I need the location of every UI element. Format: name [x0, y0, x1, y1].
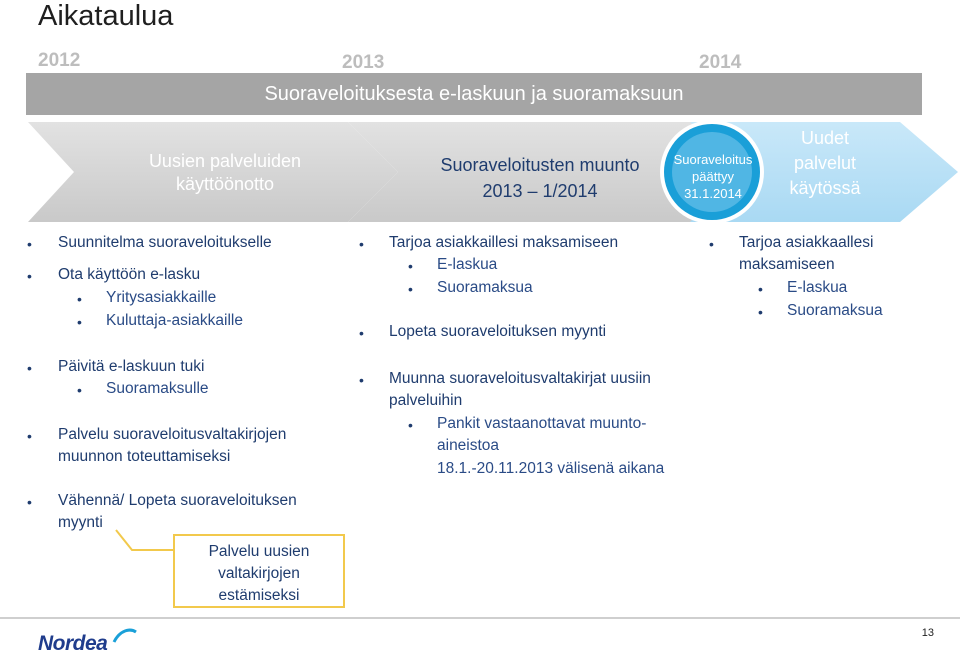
- col1-sub-1: Yritysasiakkaille: [106, 289, 217, 306]
- bullet-dot: •: [408, 281, 413, 297]
- page-title: Aikataulua: [38, 0, 174, 32]
- col1-sub-2: Kuluttaja-asiakkaille: [106, 312, 243, 329]
- col1-bullet-1: Suunnitelma suoraveloitukselle: [58, 234, 272, 251]
- phase-2-label: Suoraveloitusten muunto 2013 – 1/2014: [440, 155, 640, 201]
- bullet-dot: •: [359, 325, 364, 341]
- col1-bullet-5a: Vähennä/ Lopeta suoraveloituksen: [58, 492, 297, 509]
- bullet-dot: •: [77, 291, 82, 307]
- bullet-dot: •: [758, 304, 763, 320]
- col1-bullet-3: Päivitä e-laskuun tuki: [58, 358, 205, 375]
- col1-bullet-4b: muunnon toteuttamiseksi: [58, 448, 231, 465]
- bullet-dot: •: [77, 382, 82, 398]
- col3-bullet-1a: Tarjoa asiakkaallesi: [739, 234, 874, 251]
- col1-bullet-5b: myynti: [58, 514, 103, 531]
- callout-box: Palvelu uusien valtakirjojen estämiseksi: [173, 534, 345, 608]
- bullet-dot: •: [27, 428, 32, 444]
- bullet-dot: •: [77, 314, 82, 330]
- col1-bullet-2: Ota käyttöön e-lasku: [58, 266, 201, 283]
- page-number: 13: [921, 627, 934, 639]
- timeline-banner: Suoraveloituksesta e-laskuun ja suoramaksuun: [26, 73, 922, 115]
- phase-4-label: Uudet palvelut käytössä: [789, 128, 861, 198]
- col2-sub-1: E-laskua: [437, 256, 498, 273]
- bullet-dot: •: [359, 372, 364, 388]
- bullet-dot: •: [408, 417, 413, 433]
- logo-swoosh-icon: [112, 628, 138, 646]
- col3-sub-2: Suoramaksua: [787, 302, 883, 319]
- col3-bullet-1b: maksamiseen: [739, 256, 835, 273]
- bullet-dot: •: [27, 236, 32, 252]
- col1-sub-3: Suoramaksulle: [106, 380, 209, 397]
- phase-3-label: Suoraveloitus päättyy 31.1.2014: [673, 152, 753, 201]
- col1-bullet-4a: Palvelu suoraveloitusvaltakirjojen: [58, 426, 287, 443]
- logo-wordmark: Nordea: [38, 632, 108, 655]
- phase-1-label: Uusien palveluiden käyttöönotto: [148, 151, 302, 194]
- col2-sub-2: Suoramaksua: [437, 279, 533, 296]
- bullet-dot: •: [27, 360, 32, 376]
- bullet-dot: •: [27, 494, 32, 510]
- bullet-dot: •: [408, 258, 413, 274]
- year-2012: 2012: [38, 50, 81, 71]
- col2-sub-3b: aineistoa: [437, 437, 500, 454]
- year-2013: 2013: [342, 52, 385, 73]
- col2-bullet-1: Tarjoa asiakkaillesi maksamiseen: [389, 234, 619, 251]
- bullet-dot: •: [709, 236, 714, 252]
- callout-connector: [110, 528, 180, 558]
- footer-divider: [0, 617, 960, 619]
- bullet-dot: •: [359, 236, 364, 252]
- col2-bullet-2: Lopeta suoraveloituksen myynti: [389, 323, 607, 340]
- col3-sub-1: E-laskua: [787, 279, 848, 296]
- bullet-dot: •: [758, 281, 763, 297]
- col2-bullet-3a: Muunna suoraveloitusvaltakirjat uusiin: [389, 370, 651, 387]
- col2-sub-3a: Pankit vastaanottavat muunto-: [437, 415, 647, 432]
- bullet-dot: •: [27, 268, 32, 284]
- nordea-logo: [38, 632, 160, 662]
- col2-bullet-3b: palveluihin: [389, 392, 463, 409]
- col2-sub-3c: 18.1.-20.11.2013 välisenä aikana: [437, 460, 665, 477]
- year-2014: 2014: [699, 52, 742, 73]
